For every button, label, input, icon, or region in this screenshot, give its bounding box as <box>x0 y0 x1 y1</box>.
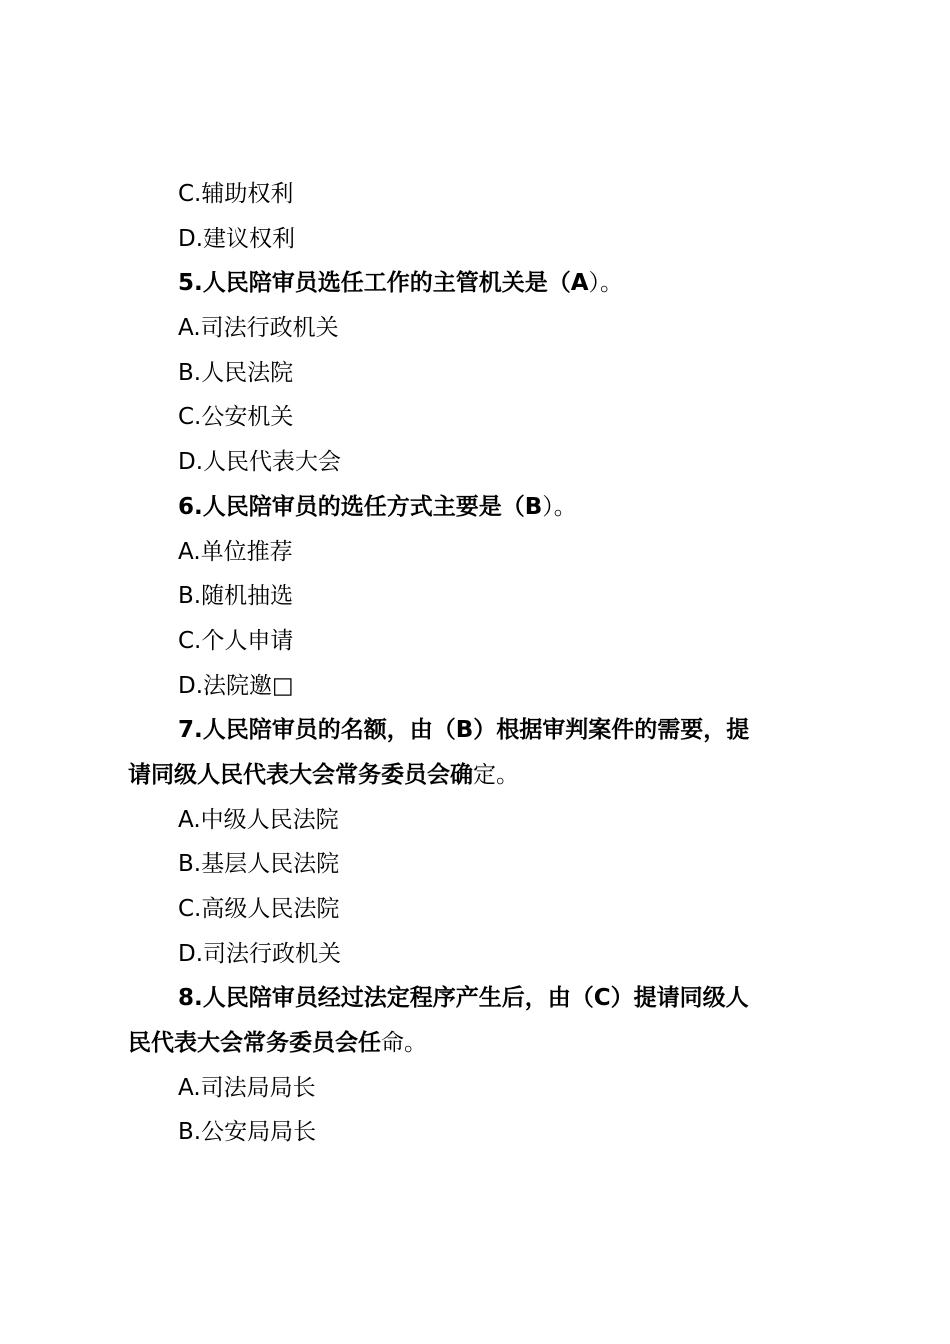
question-line <box>128 485 820 530</box>
option-line: C.个人申请 <box>178 627 294 654</box>
question-text-tail: ）。 <box>542 493 577 520</box>
question-continuation-line <box>128 753 820 798</box>
question-text: 8.人民陪审员经过法定程序产生后，由（C）提请同级人 <box>178 985 749 1012</box>
option-line: D.司法行政机关 <box>178 940 342 967</box>
question-text: 请同级人民代表大会常务委员会确 <box>128 761 473 788</box>
option-line: D.建议权利 <box>178 225 296 252</box>
question-continuation-line <box>128 1021 820 1066</box>
question-line <box>128 261 820 306</box>
option-line: C.辅助权利 <box>178 181 294 207</box>
option-line: B.人民法院 <box>178 359 294 386</box>
option-line: A.单位推荐 <box>178 538 293 565</box>
question-text: 5.人民陪审员选任工作的主管机关是（A <box>178 270 589 297</box>
question-text-tail: ）。 <box>588 270 624 297</box>
option-line: D.法院邀□ <box>178 672 294 699</box>
question-text: 民代表大会常务委员会任 <box>128 1030 381 1057</box>
document-content <box>128 172 820 1155</box>
question-text-tail: 命。 <box>381 1030 427 1057</box>
question-text: 7.人民陪审员的名额，由（B）根据审判案件的需要，提 <box>178 717 750 744</box>
question-text: 6.人民陪审员的选任方式主要是（B <box>178 493 543 520</box>
option-line: A.司法行政机关 <box>178 315 339 342</box>
option-line: B.基层人民法院 <box>178 851 340 878</box>
option-line: C.公安机关 <box>178 404 294 431</box>
option-line: D.人民代表大会 <box>178 449 342 476</box>
option-line: C.高级人民法院 <box>178 896 340 922</box>
question-line <box>128 976 820 1021</box>
question-line <box>128 708 820 753</box>
question-text-tail: 定。 <box>473 761 519 788</box>
option-line: B.公安局局长 <box>178 1119 317 1146</box>
option-line: A.中级人民法院 <box>178 806 339 833</box>
option-line: B.随机抽选 <box>178 583 294 610</box>
option-line: A.司法局局长 <box>178 1074 316 1101</box>
